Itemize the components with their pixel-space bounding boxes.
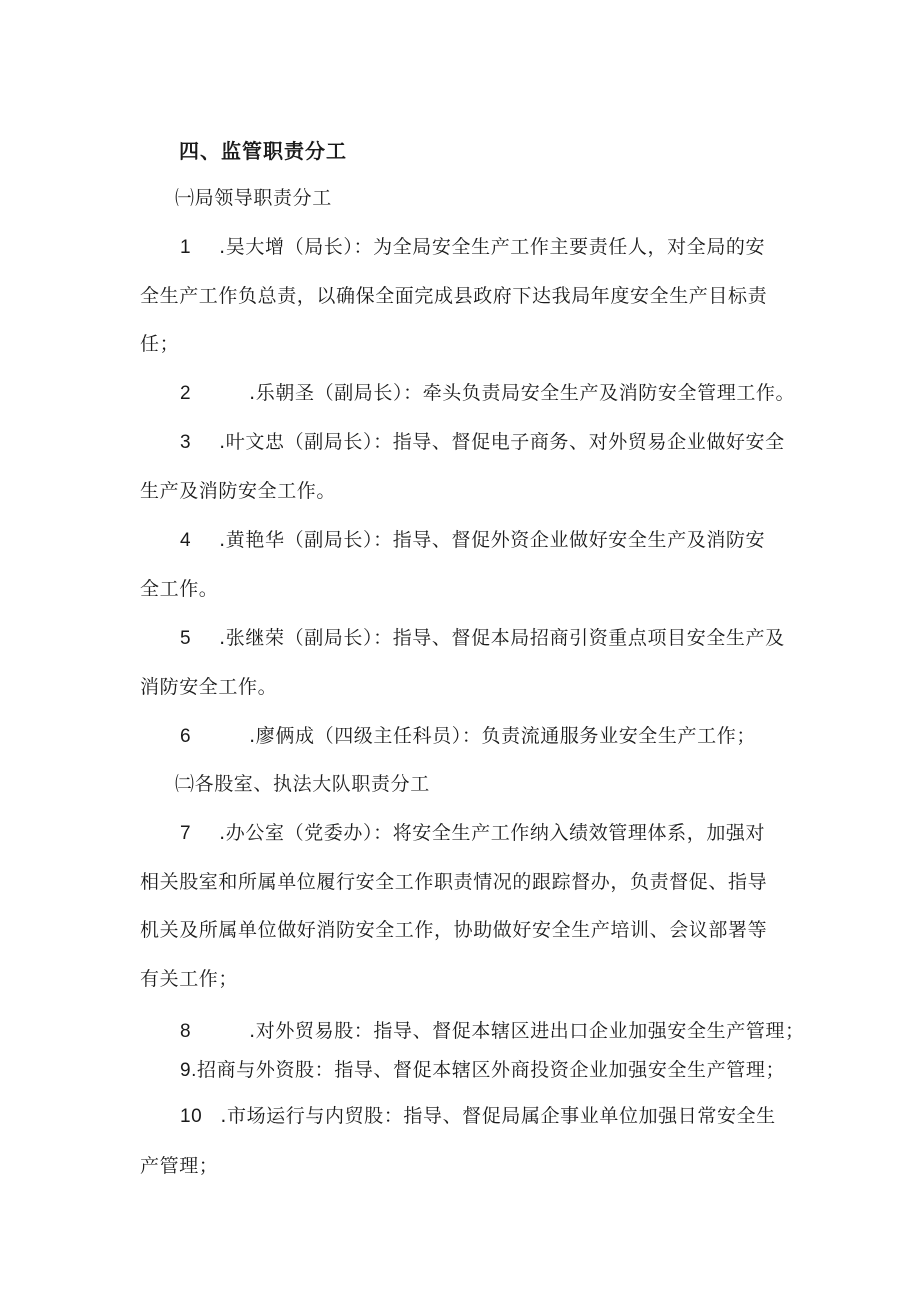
item-10-number: 10	[180, 1106, 203, 1127]
item-10-line-2: 产管理；	[140, 1155, 219, 1177]
item-4-number: 4	[180, 530, 192, 551]
item-6-line-1	[180, 723, 756, 750]
item-5-line-1	[180, 625, 785, 652]
item-9-number: 9.	[180, 1060, 198, 1081]
item-9-text: 招商与外资股：指导、督促本辖区外商投资企业加强安全生产管理；	[197, 1059, 786, 1081]
item-4-text: .黄艳华（副局长）：指导、督促外资企业做好安全生产及消防安	[219, 529, 766, 551]
item-8-number: 8	[180, 1021, 192, 1042]
item-6-text: .廖俩成（四级主任科员）：负责流通服务业安全生产工作；	[249, 725, 756, 747]
item-3-line-1	[180, 429, 785, 456]
item-7-line-3: 机关及所属单位做好消防安全工作，协助做好安全生产培训、会议部署等	[140, 919, 768, 941]
item-1-line-2: 全生产工作负总责，以确保全面完成县政府下达我局年度安全生产目标责	[140, 285, 768, 307]
item-1-text: .吴大增（局长）：为全局安全生产工作主要责任人，对全局的安	[219, 236, 766, 258]
item-4-line-1	[180, 527, 765, 554]
item-7-line-1	[180, 820, 765, 847]
item-1-line-1	[180, 234, 765, 261]
item-5-number: 5	[180, 628, 192, 649]
item-5-text: .张继荣（副局长）：指导、督促本局招商引资重点项目安全生产及	[219, 627, 785, 649]
subsection-heading-leaders: ㈠局领导职责分工	[175, 187, 332, 209]
item-2-line-1	[180, 380, 795, 407]
item-10-text: .市场运行与内贸股：指导、督促局属企事业单位加强日常安全生	[220, 1105, 776, 1127]
item-4-line-2: 全工作。	[140, 578, 219, 600]
item-6-number: 6	[180, 726, 192, 747]
section-heading: 四、监管职责分工	[179, 139, 347, 163]
item-3-number: 3	[180, 432, 192, 453]
item-2-text: .乐朝圣（副局长）：牵头负责局安全生产及消防安全管理工作。	[249, 382, 796, 404]
item-8-text: .对外贸易股：指导、督促本辖区进出口企业加强安全生产管理；	[249, 1020, 805, 1042]
item-10-line-1	[180, 1103, 776, 1130]
item-1-number: 1	[180, 237, 192, 258]
subsection-heading-departments: ㈡各股室、执法大队职责分工	[175, 773, 430, 795]
item-8-line-1	[180, 1018, 805, 1045]
item-7-line-2: 相关股室和所属单位履行安全工作职责情况的跟踪督办，负责督促、指导	[140, 871, 768, 893]
item-3-text: .叶文忠（副局长）：指导、督促电子商务、对外贸易企业做好安全	[219, 431, 785, 453]
item-7-text: .办公室（党委办）：将安全生产工作纳入绩效管理体系，加强对	[219, 822, 766, 844]
item-3-line-2: 生产及消防安全工作。	[140, 480, 337, 502]
item-7-number: 7	[180, 823, 192, 844]
item-9-line-1	[180, 1057, 785, 1084]
item-5-line-2: 消防安全工作。	[140, 676, 278, 698]
item-2-number: 2	[180, 383, 192, 404]
item-1-line-3: 任；	[140, 333, 180, 355]
item-7-line-4: 有关工作；	[140, 968, 239, 990]
